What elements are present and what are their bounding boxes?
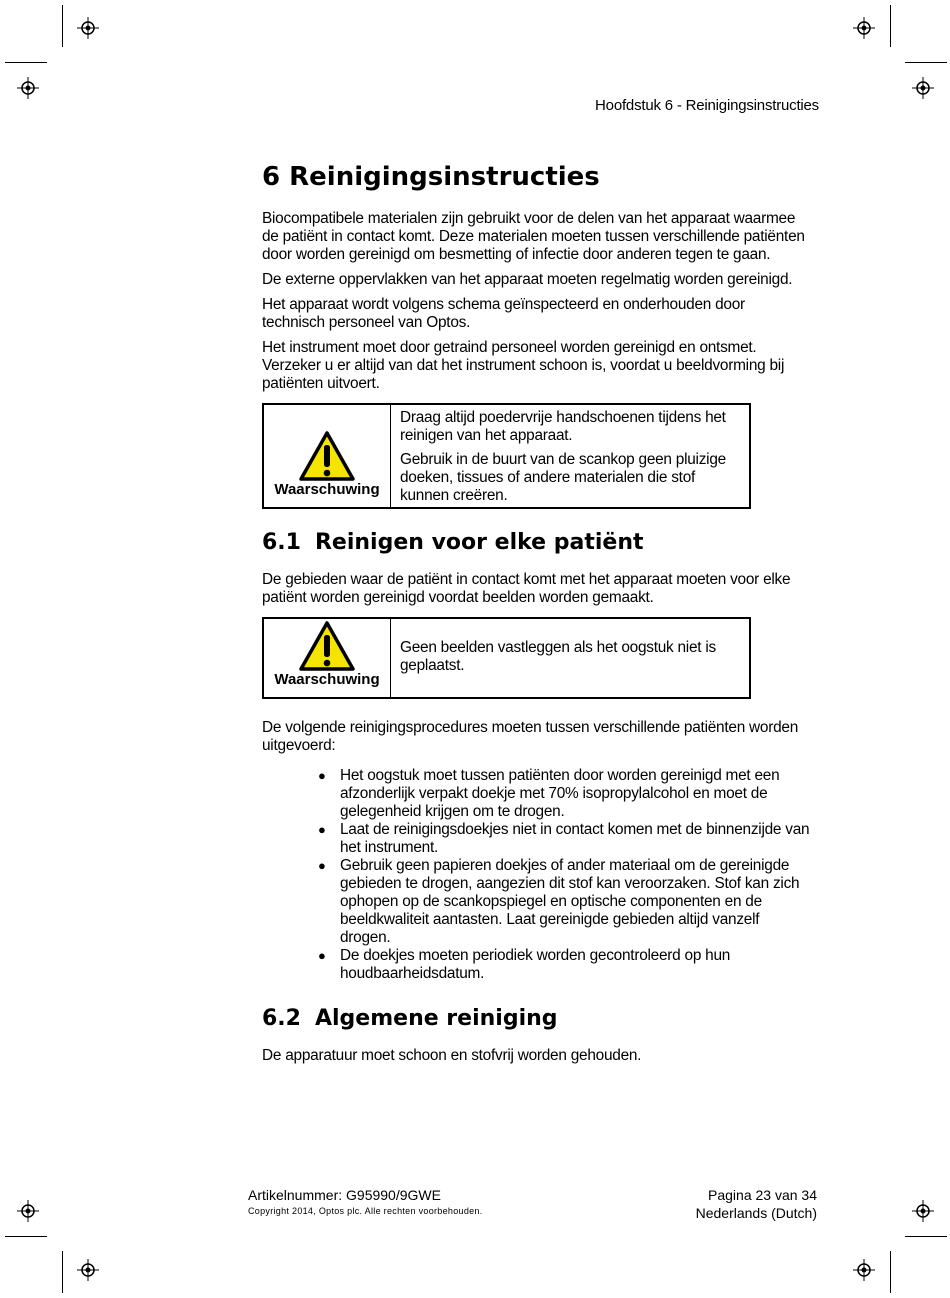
list-item-text: De doekjes moeten periodiek worden gecontroleerd op hun houdbaarheidsdatum. [340, 947, 731, 982]
list-item [318, 857, 810, 947]
article-number: Artikelnummer: G95990/9GWE [248, 1187, 441, 1203]
section-title: Algemene reiniging [314, 1006, 558, 1031]
paragraph: De volgende reinigingsprocedures moeten tussen verschillende patiënten worden uitgevoerd: [262, 719, 799, 754]
paragraph: De externe oppervlakken van het apparaat moeten regelmatig worden gereinigd. [262, 271, 793, 288]
crop-mark [905, 62, 947, 63]
chapter-title: 6 Reinigingsinstructies [262, 162, 600, 192]
warning-text: Geen beelden vastleggen als het oogstuk niet is geplaatst. [400, 639, 716, 674]
list-item [318, 947, 810, 983]
paragraph: Biocompatibele materialen zijn gebruikt voor de delen van het apparaat waarmee de patiënt in contact komt. Deze materialen moeten tussen verschillende patiënten door worden gereinigd om besmetting of infectie door anderen tegen te gaan. [262, 210, 805, 263]
registration-mark-icon [77, 17, 99, 39]
section-title: Reinigen voor elke patiënt [314, 530, 644, 555]
paragraph: Het instrument moet door getraind personeel worden gereinigd en ontsmet. Verzeker u er altijd van dat het instrument schoon is, voordat u beeldvorming bij patiënten uitvoert. [262, 339, 785, 392]
list-item [318, 821, 810, 857]
registration-mark-icon [912, 1200, 934, 1222]
language: Nederlands (Dutch) [695, 1205, 817, 1221]
registration-mark-icon [17, 1200, 39, 1222]
warning-text: Draag altijd poedervrije handschoenen tijdens het reinigen van het apparaat. [400, 409, 726, 444]
registration-mark-icon [17, 77, 39, 99]
warning-text-cell [391, 405, 749, 507]
warning-text: Gebruik in de buurt van de scankop geen pluizige doeken, tissues of andere materialen die stof kunnen creëren. [400, 451, 726, 504]
footer-left [248, 1186, 483, 1218]
crop-mark [890, 1251, 891, 1293]
running-header: Hoofdstuk 6 - Reinigingsinstructies [595, 97, 819, 114]
page-number: Pagina 23 van 34 [708, 1187, 817, 1203]
section-heading [262, 529, 810, 557]
warning-label-cell [264, 619, 391, 697]
registration-mark-icon [77, 1259, 99, 1281]
crop-mark [62, 1251, 63, 1293]
paragraph: De apparatuur moet schoon en stofvrij worden gehouden. [262, 1047, 642, 1064]
crop-mark [5, 62, 47, 63]
footer-right [696, 1186, 817, 1222]
registration-mark-icon [853, 17, 875, 39]
procedure-list [262, 767, 810, 983]
warning-triangle-icon [299, 431, 355, 481]
bullet-icon: ● [318, 948, 326, 963]
list-item-text: Gebruik geen papieren doekjes of ander materiaal om de gereinigde gebieden te drogen, aangezien dit stof kan veroorzaken. Stof kan zich ophopen op de scankopspiegel en optische componenten en de beeldkwaliteit aantasten. Laat gereinigde gebieden altijd vanzelf drogen. [340, 857, 800, 946]
warning-label: Waarschuwing [274, 671, 380, 688]
paragraph: De gebieden waar de patiënt in contact komt met het apparaat moeten voor elke patiënt worden gereinigd voordat beelden worden gemaakt. [262, 571, 791, 606]
warning-triangle-icon [299, 621, 355, 671]
copyright: Copyright 2014, Optos plc. Alle rechten voorbehouden. [248, 1206, 483, 1216]
registration-mark-icon [912, 77, 934, 99]
warning-text-cell [391, 619, 749, 697]
bullet-icon: ● [318, 822, 326, 837]
list-item [318, 767, 810, 821]
warning-box [262, 403, 751, 509]
list-item-text: Laat de reinigingsdoekjes niet in contact komen met de binnenzijde van het instrument. [340, 821, 810, 856]
crop-mark [905, 1236, 947, 1237]
bullet-icon: ● [318, 768, 326, 783]
section-number: 6.2 [262, 1006, 301, 1031]
crop-mark [5, 1236, 47, 1237]
section-heading [262, 1005, 810, 1033]
warning-box [262, 617, 751, 699]
crop-mark [62, 5, 63, 47]
warning-label: Waarschuwing [274, 481, 380, 498]
bullet-icon: ● [318, 858, 326, 873]
page-content [262, 160, 810, 1072]
section-number: 6.1 [262, 530, 301, 555]
crop-mark [890, 5, 891, 47]
registration-mark-icon [853, 1259, 875, 1281]
paragraph: Het apparaat wordt volgens schema geïnspecteerd en onderhouden door technisch personeel van Optos. [262, 296, 745, 331]
list-item-text: Het oogstuk moet tussen patiënten door worden gereinigd met een afzonderlijk verpakt doekje met 70% isopropylalcohol en moet de gelegenheid krijgen om te drogen. [340, 767, 780, 820]
warning-label-cell [264, 405, 391, 507]
